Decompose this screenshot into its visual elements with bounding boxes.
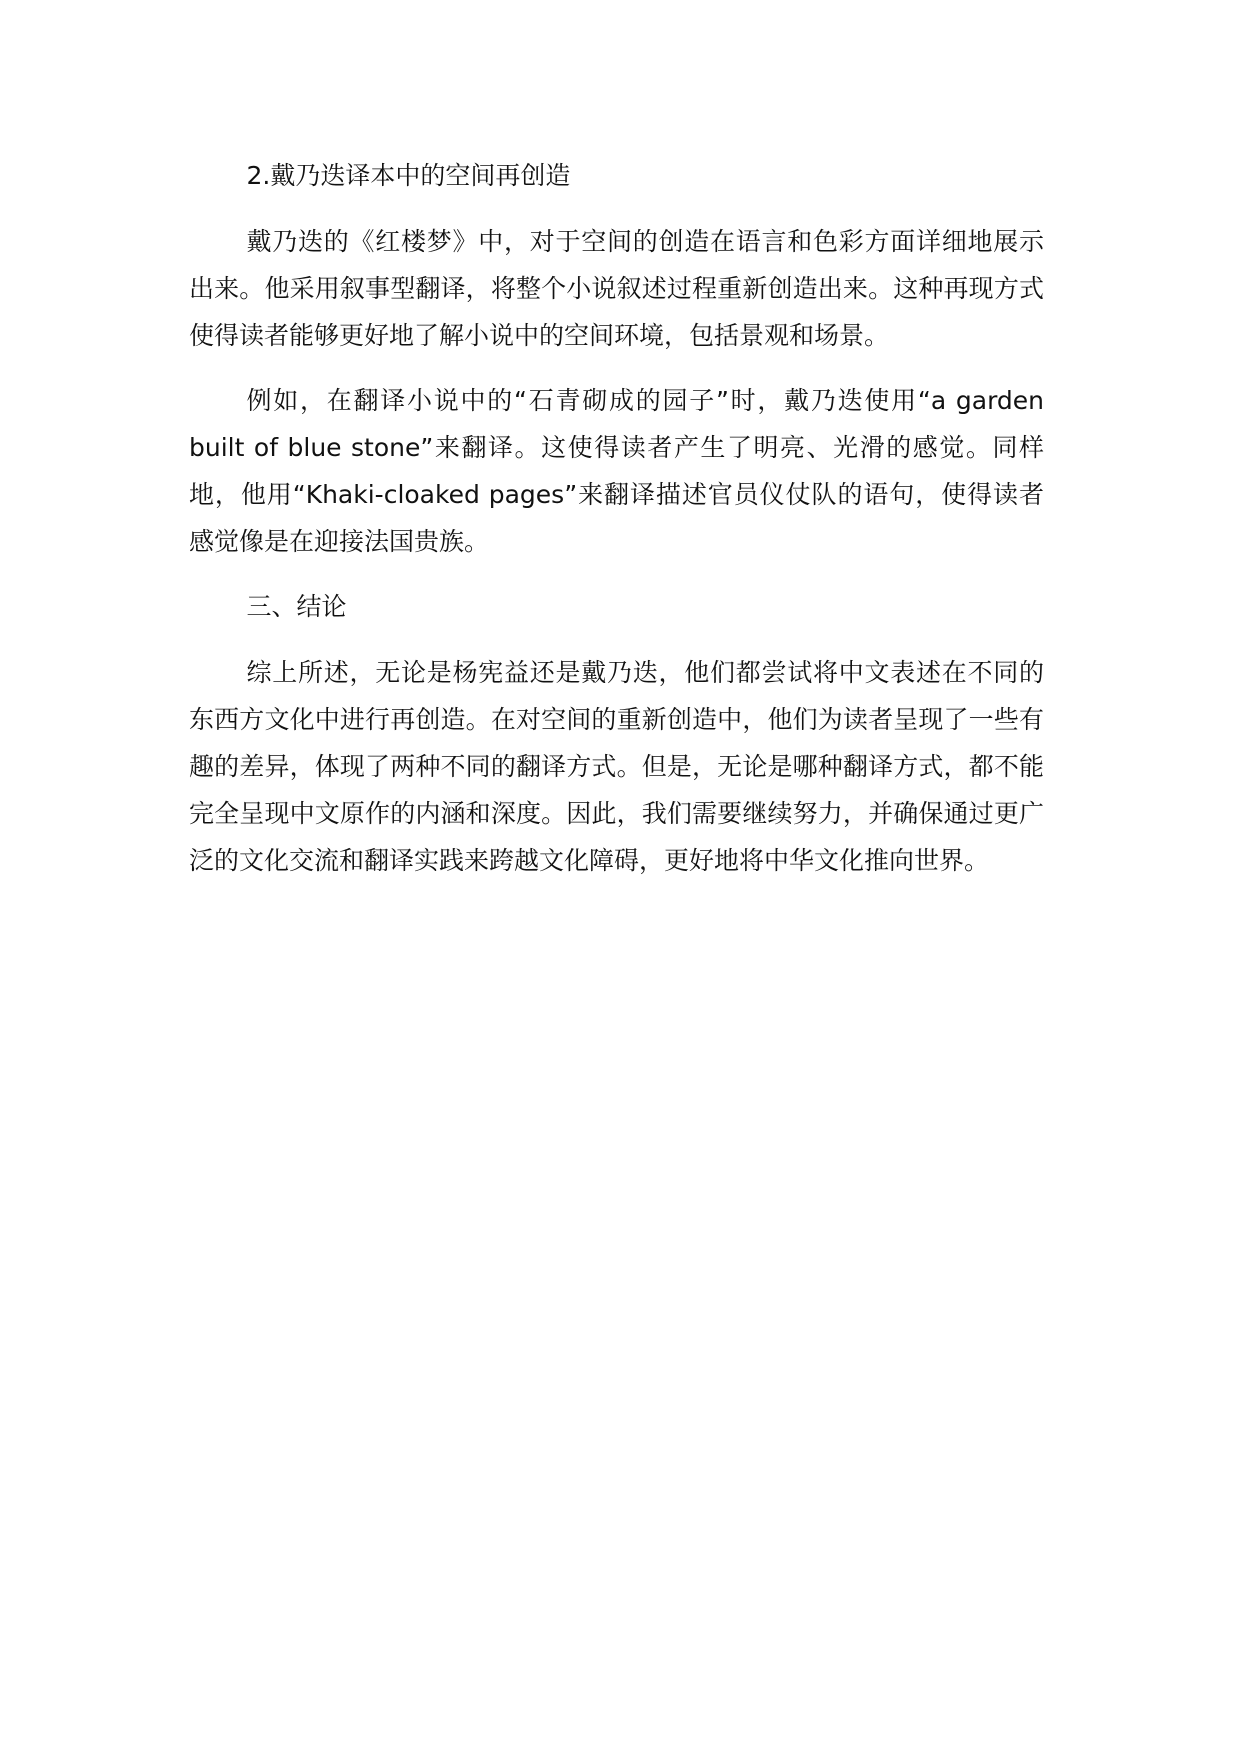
body-paragraph: 戴乃迭的《红楼梦》中，对于空间的创造在语言和色彩方面详细地展示出来。他采用叙事型翻译，将整个小说叙述过程重新创造出来。这种再现方式使得读者能够更好地了解小说中的空间环境，包括景观和场景。: [189, 227, 1044, 350]
document-body: [189, 152, 1044, 902]
section-heading: 2.戴乃迭译本中的空间再创造: [246, 161, 571, 190]
body-paragraph: 例如，在翻译小说中的“石青砌成的园子”时，戴乃迭使用“a garden built of blue stone”来翻译。这使得读者产生了明亮、光滑的感觉。同样地，他用“Khaki-cloaked pages”来翻译描述官员仪仗队的语句，使得读者感觉像是在迎接法国贵族。: [189, 386, 1044, 556]
body-paragraph: 综上所述，无论是杨宪益还是戴乃迭，他们都尝试将中文表述在不同的东西方文化中进行再创造。在对空间的重新创造中，他们为读者呈现了一些有趣的差异，体现了两种不同的翻译方式。但是，无论是哪种翻译方式，都不能完全呈现中文原作的内涵和深度。因此，我们需要继续努力，并确保通过更广泛的文化交流和翻译实践来跨越文化障碍，更好地将中华文化推向世界。: [189, 658, 1044, 875]
conclusion-heading: 三、结论: [246, 592, 347, 621]
